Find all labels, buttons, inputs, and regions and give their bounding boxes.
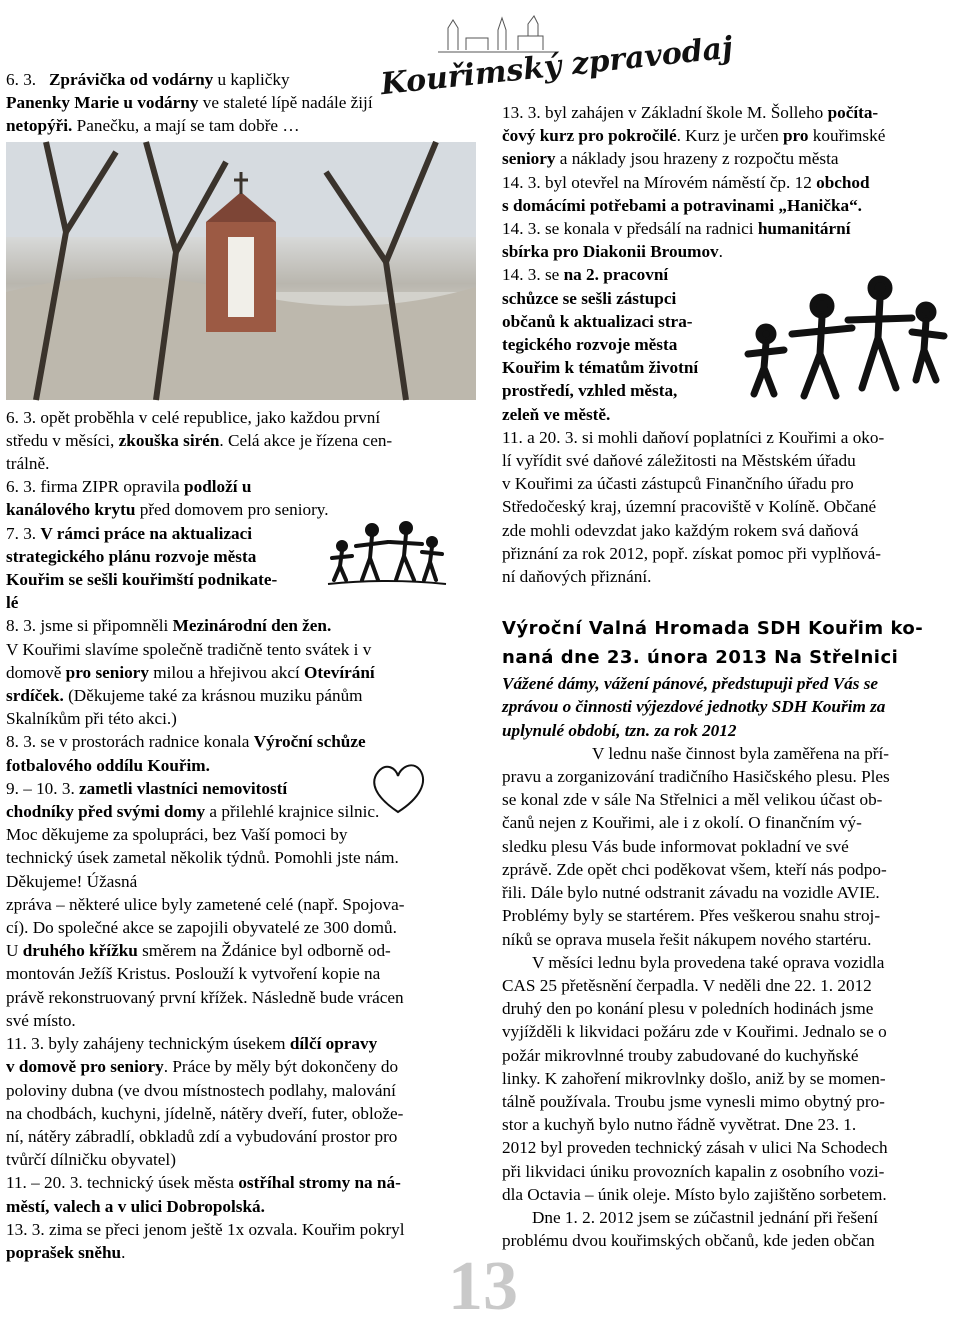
sdh-subtitle: Vážené dámy, vážení pánové, předstupuji před Vás se zprávou o činnosti výjezdové jednotky SDH Kouřim za uplynulé období, tzn. za rok 2012 <box>502 674 886 740</box>
news-item-snih: 13. 3. zima se přeci jenom ještě 1x ozvala. Kouřim pokryl poprašek sněhu. <box>6 1219 405 1262</box>
chapel-photo <box>6 142 476 400</box>
news-item-vodarna: 6. 3. Zprávička od vodárny u kapličky Panenky Marie u vodárny ve staleté lípě nadále žijí netopýři. Panečku, a mají se tam dobře … <box>6 70 373 136</box>
news-item-zipr: 6. 3. firma ZIPR opravila podloží u kanálového krytu před domovem pro seniory. <box>6 477 329 520</box>
news-item-fotbal: 8. 3. se v prostorách radnice konala Výroční schůze fotbalového oddílu Kouřim. <box>6 732 366 775</box>
news-item-pracovni-schuzka: 14. 3. se na 2. pracovní schůzce se sešli zástupci občanů k aktualizaci stra- tegického rozvoje města Kouřim k tématům životní prostředí, vzhled města, zeleň ve městě. <box>502 265 699 424</box>
news-item-krizek: U druhého křížku směrem na Ždánice byl odborně od- montován Ježíš Kristus. Poslouží k vytvoření kopie na právě rekonstruovaný první křížek. Následně bude vrácen své místo. <box>6 941 404 1030</box>
news-item-kurz: 13. 3. byl zahájen v Základní škole M. Šolleho počíta- čový kurz pro pokročilé. Kurz je určen pro kouřimské seniory a náklady jsou hrazeny z rozpočtu města <box>502 103 886 169</box>
left-column <box>6 68 474 1264</box>
page-number: 13 <box>448 1248 518 1325</box>
news-item-chodniky: 9. – 10. 3. zametli vlastníci nemovitostí chodníky před svými domy a přilehlé krajnice silnic. Moc děkujeme za spolupráci, bez Vaší pomoci by technický úsek zametal několik týdnů. Pomohli jste nám. Děkujeme! Úžasná zpráva – některé ulice byly zametené celé (např. Spojova- cí). Do společné akce se zapojili obyvatelé ze 300 domů. <box>6 778 405 938</box>
news-item-dane: 11. a 20. 3. si mohli daňoví poplatníci z Kouřimi a oko- lí vyřídit své daňové záležitosti na Městském úřadu v Kouřimi za účasti zástupců Finančního úřadu pro Středočeský kraj, územní pracoviště v Kolíně. Občané zde mohli odevzdat jako každým rokem svá daňová přiznání za rok 2012, popř. získat pomoc při vyplňová- ní daňových přiznání. <box>502 427 885 587</box>
news-item-obchod: 14. 3. byl otevřel na Mírovém náměstí čp. 12 obchod s domácími potřebami a potravinami „Hanička“. <box>502 172 870 215</box>
news-item-mdz: 8. 3. jsme si připomněli Mezinárodní den žen. V Kouřimi slavíme společně tradičně tento svátek i v domově pro seniory milou a hřejivou akcí Otevírání srdíček. (Děkujeme také za krásnou muziku pánům Skalníkům při této akci.) <box>6 616 375 729</box>
news-item-podnikatele: 7. 3. V rámci práce na aktualizaci strategického plánu rozvoje města Kouřim se sešli kouřimští podnikate- lé <box>6 523 278 613</box>
news-item-stromy: 11. – 20. 3. technický úsek města ostříhal stromy na ná- městí, valech a v ulici Dobropolská. <box>6 1173 401 1216</box>
sdh-article <box>502 614 957 1252</box>
sdh-body: V lednu naše činnost byla zaměřena na pří- pravu a zorganizování tradičního Hasičského plesu. Ples se konal zde v sále Na Střelnici a měl velikou účast ob- čanů nejen z Kouřimi, ale i z okolí. O finančním vý- sledku plesu Vás bude informovat pokladní ve své zprávě. Zde opět chci poděkovat všem, kteří nás podpo- řili. Dále bylo nutné odstranit závadu na vozidle AVIE. Problémy byly se startérem. Přes veškerou snahu stroj- níků se oprava musela řešit nákupem nového startéru. V měsíci lednu byla provedena také oprava vozidla CAS 25 přetěsnění čerpadla. V neděli dne 22. 1. 2012 druhý den po konání plesu v poledních hodinách jsme vyjížděli k likvidaci požáru zde v Kouřimi. Jednalo se o požár mikrovlnné trouby zabudované do kuchyňské linky. K zahoření mikrovlnky došlo, aniž by se momen- tálně používala. Troubu jsme vynesli mimo obytný pro- stor a kuchyň bylo nutno řádně vyvětrat. Dne 23. 1. 2012 byl proveden technický zásah v ulici Na Schodech při likvidaci úniku provozních kapalin z osobního vozi- dla Octavia – únik oleje. Místo bylo zajištěno sorbetem. Dne 1. 2. 2012 jsem se zúčastnil jednání při řešení problému dvou kouřimských občanů, kde jeden občan <box>502 743 890 1251</box>
sdh-title: Výroční Valná Hromada SDH Kouřim ko- naná dne 23. února 2013 Na Střelnici <box>502 618 924 669</box>
logo-text: Kouřimský zpravodaj <box>379 30 735 103</box>
news-item-sireny: 6. 3. opět proběhla v celé republice, jako každou první středu v měsíci, zkouška sirén. Celá akce je řízena cen- trálně. <box>6 407 393 474</box>
heart-icon <box>368 760 428 818</box>
people-group-icon <box>740 276 950 404</box>
news-item-opravy: 11. 3. byly zahájeny technickým úsekem dílčí opravy v domově pro seniory. Práce by měly být dokončeny do poloviny dubna (ve dvou místnostech podlahy, malování na chodbách, kuchyni, jídelně, nátěry dveří, futer, obložе- ní, nátěry zábradlí, obkladů zdí a vybudování prostor pro tvůrčí dílničku obyvatel) <box>6 1034 404 1170</box>
right-column <box>502 101 957 1252</box>
news-item-sbirka: 14. 3. se konala v předsálí na radnici humanitární sbírka pro Diakonii Broumov. <box>502 219 851 262</box>
people-group-icon <box>328 520 446 586</box>
